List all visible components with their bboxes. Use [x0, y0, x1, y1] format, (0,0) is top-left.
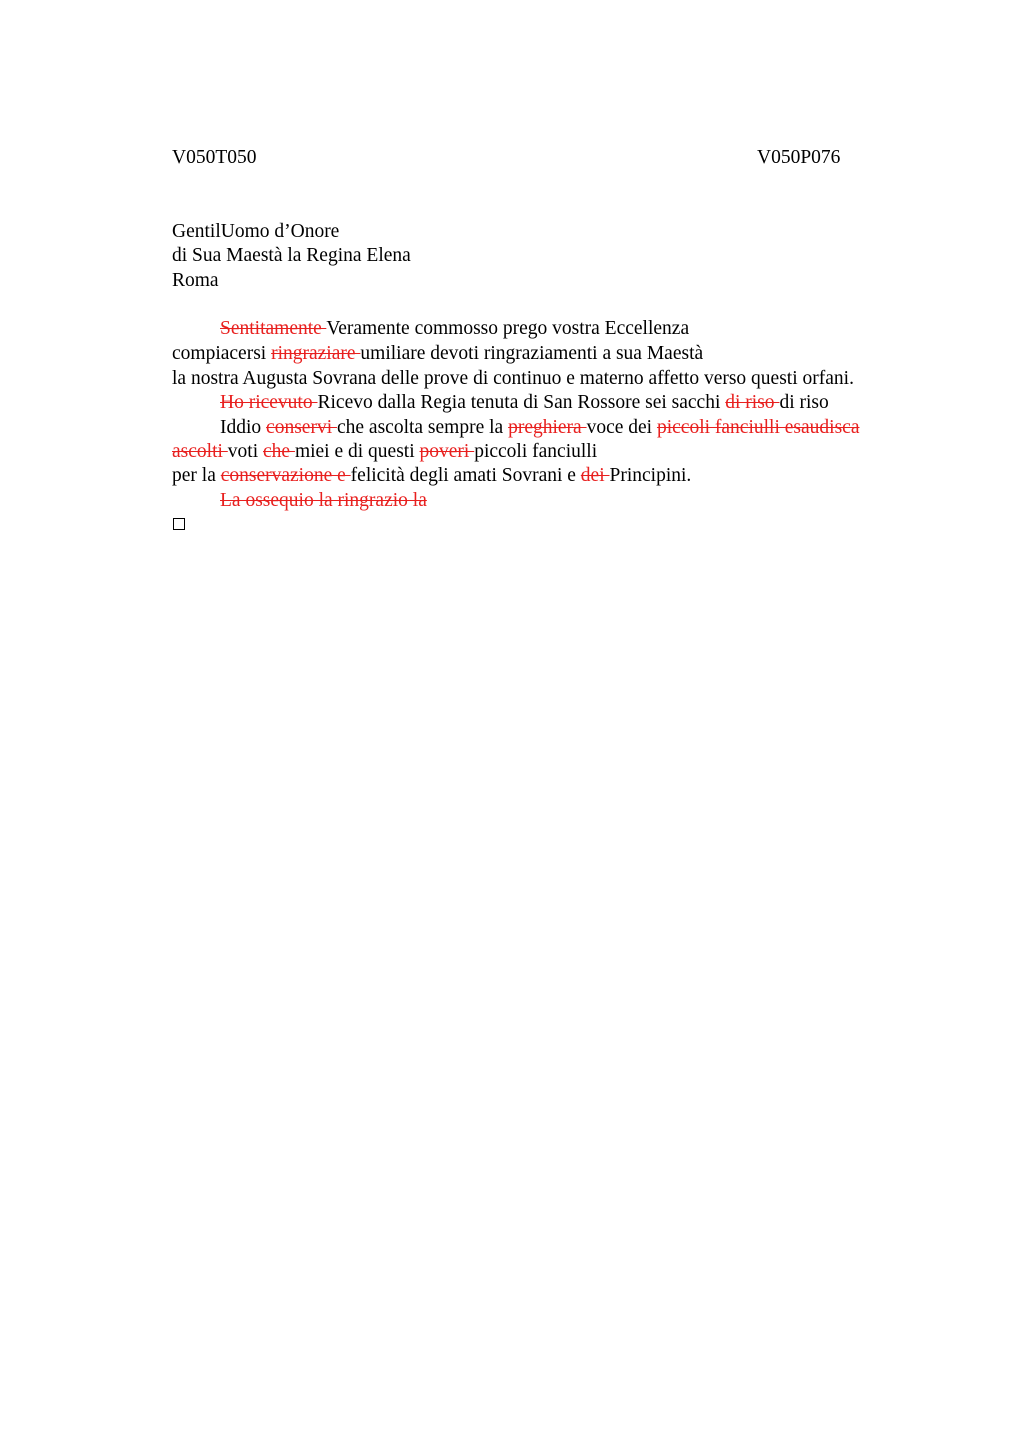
deleted-text: conservazione e [220, 465, 351, 486]
body-text: voce dei [586, 417, 657, 438]
deleted-text: Sentitamente [220, 318, 327, 339]
deleted-text: di riso [725, 392, 780, 413]
body-line-1 [220, 317, 689, 341]
body-text: piccoli fanciulli [474, 441, 598, 462]
deleted-text: preghiera [508, 417, 587, 438]
deleted-text: poveri [419, 441, 475, 462]
body-line-5 [220, 416, 859, 440]
deleted-text: che [263, 441, 295, 462]
deleted-text: La ossequio la ringrazio la [220, 490, 427, 511]
address-line: GentilUomo d’Onore [172, 221, 340, 242]
placeholder-box [173, 518, 185, 530]
body-text: miei e di questi [294, 441, 420, 462]
body-text: umiliare devoti ringraziamenti a sua Maestà [360, 343, 704, 364]
body-text: compiacersi [172, 343, 272, 364]
body-line-8 [220, 489, 427, 513]
deleted-text: ringraziare [271, 343, 361, 364]
body-text: di riso [779, 392, 829, 413]
body-text: Ricevo dalla Regia tenuta di San Rossore sei sacchi [317, 392, 726, 413]
body-line-6 [172, 440, 597, 464]
body-line-3 [172, 367, 854, 391]
document-code-right: V050P076 [757, 147, 841, 168]
body-line-2 [172, 342, 703, 366]
deleted-text: ascolti [172, 441, 228, 462]
body-text: la nostra Augusta Sovrana delle prove di continuo e materno affetto verso questi orfani. [172, 368, 854, 389]
body-text: Veramente commosso prego vostra Eccellenza [326, 318, 690, 339]
body-text: Principini. [609, 465, 692, 486]
body-text: felicità degli amati Sovrani e [350, 465, 581, 486]
body-line-4 [220, 391, 829, 415]
address-line: Roma [172, 270, 219, 291]
body-text: Iddio [220, 417, 267, 438]
deleted-text: dei [580, 465, 610, 486]
body-text: voti [227, 441, 263, 462]
deleted-text: Ho ricevuto [220, 392, 318, 413]
address-line: di Sua Maestà la Regina Elena [172, 245, 411, 266]
body-text: per la [172, 465, 221, 486]
document-code-left: V050T050 [172, 147, 257, 168]
body-line-7 [172, 464, 691, 488]
body-text: che ascolta sempre la [336, 417, 509, 438]
deleted-text: conservi [266, 417, 337, 438]
deleted-text: piccoli fanciulli esaudisca [656, 417, 860, 438]
